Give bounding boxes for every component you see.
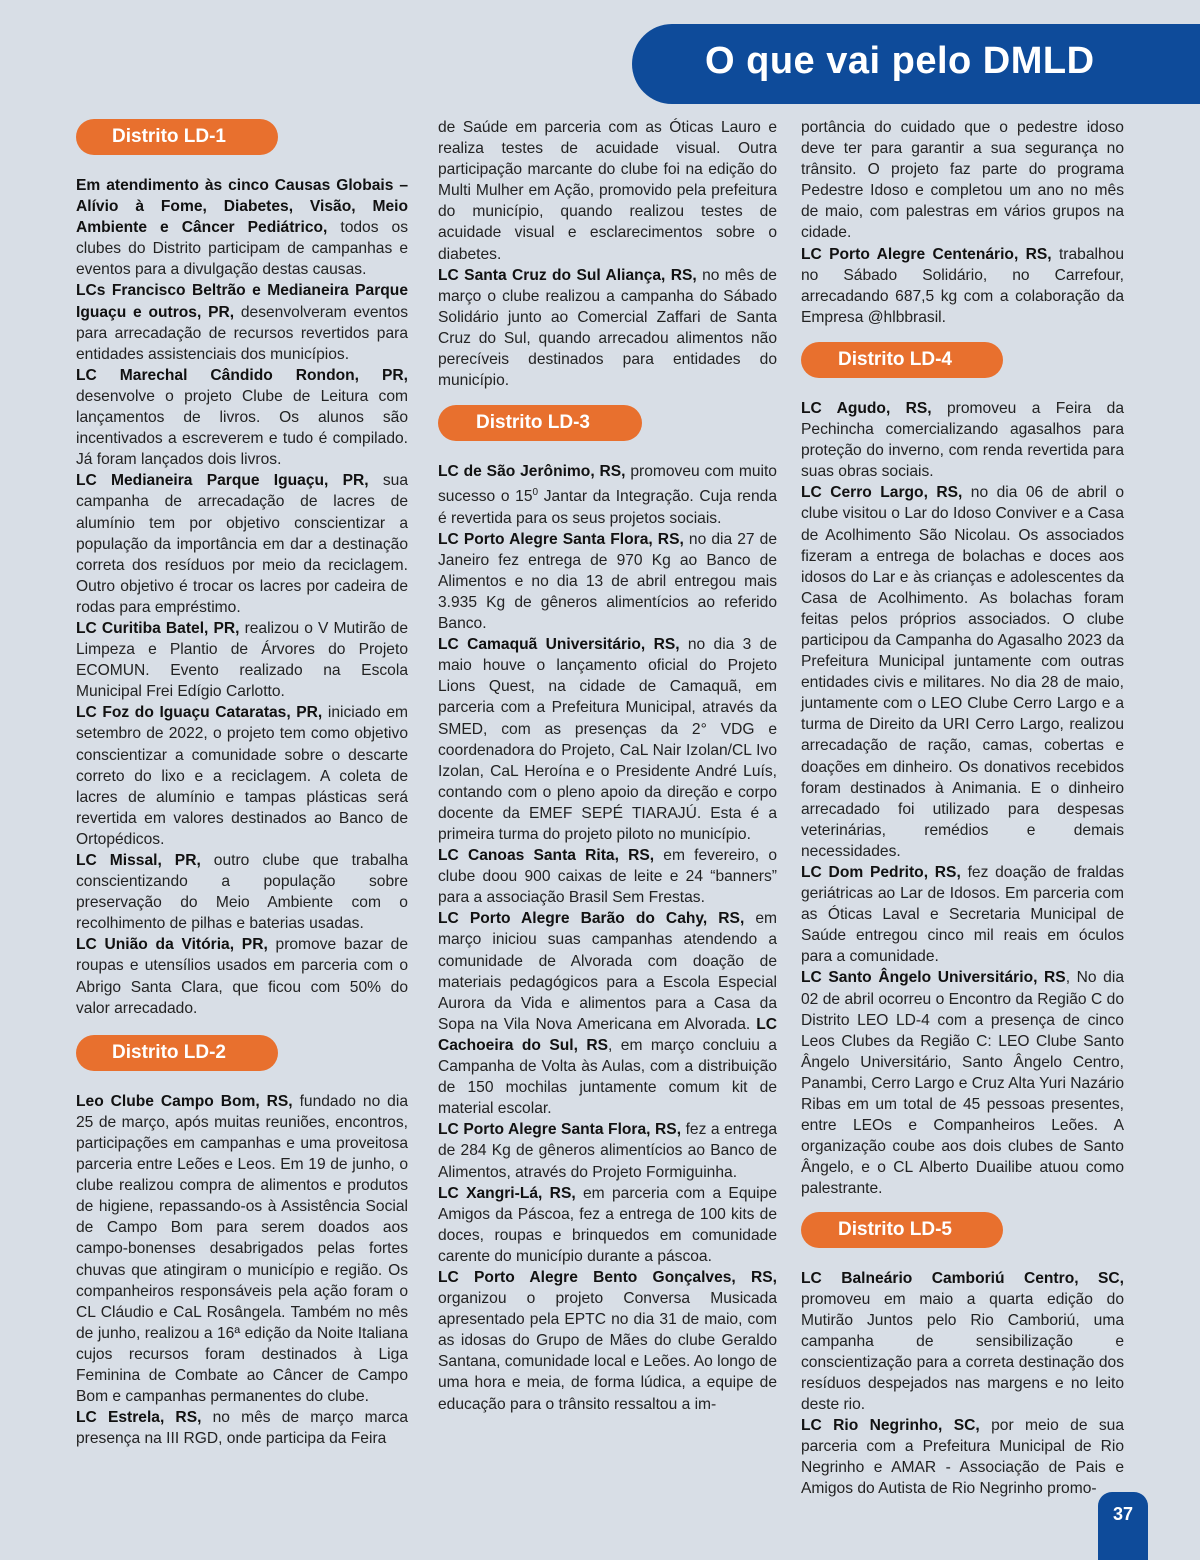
paragraph-text: outro clube que trabalha conscientizando a população sobre preservação do Meio Ambiente com o recolhimento de pilhas e baterias usadas.: [76, 852, 408, 933]
paragraph: [76, 280, 408, 364]
club-name: LC Porto Alegre Santa Flora, RS,: [438, 530, 684, 548]
paragraph: [76, 1407, 408, 1449]
club-name: LC Santa Cruz do Sul Aliança, RS,: [438, 266, 697, 284]
paragraph-text: promoveu em maio a quarta edição do Mutirão Juntos pelo Rio Camboriú, uma campanha de sensibilização e conscientização para a correta destinação dos resíduos despejados nas margens e no leito deste rio.: [801, 1290, 1124, 1414]
paragraph: [76, 618, 408, 702]
paragraph-text: por meio de sua parceria com a Prefeitura Municipal de Rio Negrinho e AMAR - Associação de Pais e Amigos do Autista de Rio Negrinho promo-: [801, 1417, 1125, 1498]
paragraph-text: no dia 27 de Janeiro fez entrega de 970 Kg ao Banco de Alimentos e no dia 13 de abril entregou mais 3.935 Kg de gêneros alimentícios ao referido Banco.: [438, 530, 778, 633]
paragraph: [438, 117, 777, 265]
paragraph-text: no mês de março o clube realizou a campanha do Sábado Solidário junto ao Comercial Zaffari de Santa Cruz do Sul, quando arrecadou alimentos não perecíveis destinados para entidades do município.: [438, 266, 777, 390]
paragraph-text: promoveu com muito sucesso o 15: [438, 463, 777, 506]
paragraph: [438, 1119, 777, 1182]
paragraph: [801, 398, 1124, 482]
district-ld3-heading: Distrito LD-3: [438, 405, 642, 441]
club-name: LC Foz do Iguaçu Cataratas, PR,: [76, 704, 323, 722]
page-title: O que vai pelo DMLD: [705, 40, 1095, 82]
district-ld1-heading: Distrito LD-1: [76, 119, 278, 155]
club-name: Leo Clube Campo Bom, RS,: [76, 1092, 293, 1110]
paragraph: [438, 845, 777, 908]
paragraph: [76, 1091, 408, 1407]
paragraph-text: desenvolve o projeto Clube de Leitura com lançamentos de livros. Os alunos são incentivados a escreverem e tudo é compilado. Já foram lançados dois livros.: [76, 387, 408, 469]
club-name: LC Estrela, RS,: [76, 1409, 202, 1427]
club-name: LC União da Vitória, PR,: [76, 936, 268, 954]
paragraph: [76, 365, 408, 470]
paragraph-text: portância do cuidado que o pedestre idoso deve ter para garantir a sua segurança no trânsito. O projeto faz parte do programa Pedestre Idoso e completou um ano no mês de maio, com palestras em vários grupos na cidade.: [801, 119, 1124, 242]
paragraph: [76, 850, 408, 934]
district-ld4-heading: Distrito LD-4: [801, 342, 1003, 378]
club-name: LC Marechal Cândido Rondon, PR,: [76, 366, 408, 384]
paragraph: [76, 175, 408, 280]
paragraph: [438, 1267, 777, 1415]
paragraph: [438, 265, 777, 392]
paragraph-text: organizou o projeto Conversa Musicada apresentado pela EPTC no dia 31 de maio, com as idosas do Grupo de Mães do clube Geraldo Santana, comunidade local e Leões. Ao longo de uma hora e meia, de forma lúdica, a equipe de educação para o trânsito ressaltou a im-: [438, 1290, 777, 1413]
paragraph-text: todos os clubes do Distrito participam de campanhas e eventos para a divulgação destas causas.: [76, 219, 408, 279]
club-name: LC Cerro Largo, RS,: [801, 484, 963, 502]
paragraph: [801, 1415, 1124, 1499]
paragraph-text: promoveu a Feira da Pechincha comercializando agasalhos para proteção do inverno, com renda revertida para suas obras sociais.: [801, 399, 1125, 481]
club-name: LC Cachoeira do Sul, RS: [438, 1015, 777, 1054]
paragraph: [801, 482, 1124, 862]
club-name: LC Medianeira Parque Iguaçu, PR,: [76, 472, 369, 490]
paragraph: [438, 634, 777, 845]
paragraph-text: realizou o V Mutirão de Limpeza e Plantio de Árvores do Projeto ECOMUN. Evento realizado na Escola Municipal Frei Edígio Carlotto.: [76, 619, 409, 701]
paragraph: [76, 702, 408, 850]
paragraph-text: Jantar da Integração. Cuja renda é revertida para os seus projetos sociais.: [438, 488, 778, 527]
club-name: LC Porto Alegre Bento Gonçalves, RS,: [438, 1268, 777, 1286]
club-name: LCs Francisco Beltrão e Medianeira Parque Iguaçu e outros, PR,: [76, 282, 408, 321]
club-name: LC Curitiba Batel, PR,: [76, 619, 240, 637]
club-name: LC de São Jerônimo, RS,: [438, 463, 626, 481]
club-name: Em atendimento às cinco Causas Globais – Alívio à Fome, Diabetes, Visão, Meio Ambiente e Câncer Pediátrico,: [76, 177, 408, 237]
paragraph-text: sua campanha de arrecadação de lacres de alumínio tem por objetivo conscientizar a população da importância em dar a destinação correta dos resíduos por meio da reciclagem. Outro objetivo é trocar os lacres por cadeira de rodas para empréstimo.: [76, 472, 408, 616]
paragraph-text: fundado no dia 25 de março, após muitas reuniões, encontros, participações em campanhas e uma proveitosa parceria entre Leões e Leos. Em 19 de junho, o clube realizou compra de alimentos e produtos de higiene, repassando-os à Assistência Social de Campo Bom para serem doados aos campo-bonenses desabrigados pelas fortes chuvas que atingiram o município e região. Os companheiros responsáveis pela ação foram o CL Cláudio e CaL Rosângela. Também no mês de junho, realizou a 16ª edição da Noite Italiana cujos recursos foram destinados à Liga Feminina de Combate ao Câncer de Campo Bom e campanhas permanentes do clube.: [76, 1092, 408, 1406]
paragraph-text: fez doação de fraldas geriátricas ao Lar de Idosos. Em parceria com as Óticas Laval e Secretaria Municipal de Saúde entregou cinco mil reais em óculos para a comunidade.: [801, 864, 1124, 966]
paragraph-text: no mês de março marca presença na III RGD, onde participa da Feira: [76, 1409, 408, 1448]
paragraph: [801, 862, 1124, 967]
paragraph-text: , No dia 02 de abril ocorreu o Encontro da Região C do Distrito LEO LD-4 com a presença de cinco Leos Clubes da Região C: LEO Clube Santo Ângelo Universitário, Santo Ângelo Centro, Panambi, Cerro Largo e Cruz Alta Yuri Nazário Ribas em um total de 45 pessoas presentes, entre LEOs e Companheiros Leões. A organização coube aos dois clubes de Santo Ângelo, e o CL Alberto Duailibe atuou como palestrante.: [801, 969, 1125, 1198]
page-number-tab: [1098, 1492, 1148, 1560]
club-name: LC Agudo, RS,: [801, 399, 932, 417]
club-name: LC Porto Alegre Barão do Cahy, RS,: [438, 910, 745, 928]
club-name: LC Rio Negrinho, SC,: [801, 1417, 980, 1435]
paragraph: [438, 529, 777, 634]
column-1: [76, 117, 408, 1449]
paragraph-text: iniciado em setembro de 2022, o projeto tem como objetivo conscientizar a comunidade sobre o descarte correto do lixo e a reciclagem. A coleta de lacres de alumínio e tampas plásticas será revertida em valores destinados ao Banco de Ortopédicos.: [76, 704, 408, 848]
paragraph-text: fez a entrega de 284 Kg de gêneros alimentícios ao Banco de Alimentos, através do Projeto Formiguinha.: [438, 1121, 777, 1181]
district-ld2-heading: Distrito LD-2: [76, 1035, 278, 1071]
paragraph: [801, 967, 1124, 1199]
paragraph-text: em fevereiro, o clube doou 900 caixas de leite e 24 “banners” para a associação Brasil Sem Frestas.: [438, 847, 777, 907]
club-name: LC Canoas Santa Rita, RS,: [438, 847, 655, 865]
paragraph-text: trabalhou no Sábado Solidário, no Carrefour, arrecadando 687,5 kg com a colaboração da Empresa @hlbbrasil.: [801, 245, 1124, 326]
paragraph: [76, 934, 408, 1018]
paragraph: [438, 1183, 777, 1267]
paragraph-text: de Saúde em parceria com as Óticas Lauro e realiza testes de acuidade visual. Outra participação marcante do clube foi na edição do Multi Mulher em Ação, promovido pela prefeitura do município, quando realizou testes de acuidade visual e esclarecimentos sobre o diabetes.: [438, 119, 777, 263]
paragraph-text: , em março concluiu a Campanha de Volta às Aulas, com a distribuição de 150 mochilas juntamente comum kit de material escolar.: [438, 1036, 777, 1118]
paragraph: [801, 117, 1124, 244]
paragraph-text: em março iniciou suas campanhas atendendo a comunidade de Alvorada com doação de materiais pedagógicos para a Escola Especial Aurora da Vida e alimentos para a Casa da Sopa na Vila Nova Americana em Alvorada.: [438, 910, 778, 1033]
club-name: LC Porto Alegre Santa Flora, RS,: [438, 1121, 682, 1139]
paragraph-text: em parceria com a Equipe Amigos da Páscoa, fez a entrega de 100 kits de doces, roupas e brinquedos em comunidade carente do município durante a páscoa.: [438, 1184, 777, 1265]
page-number: 37: [1112, 1504, 1134, 1524]
paragraph-text: promove bazar de roupas e utensílios usados em parceria com o Abrigo Santa Clara, que ficou com 50% do valor arrecadado.: [76, 936, 409, 1017]
paragraph: [76, 470, 408, 618]
paragraph: [801, 244, 1124, 328]
paragraph-text: no dia 06 de abril o clube visitou o Lar do Idoso Conviver e a Casa de Acolhimento São Nicolau. Os associados fizeram a entrega de bolachas e doces aos idosos do Lar e às crianças e adolescentes da Casa de Acolhimento. As bolachas foram feitas pelos próprios associados. O clube participou da Campanha do Agasalho 2023 da Prefeitura Municipal juntamente com outras entidades civis e militares. No dia 28 de maio, juntamente com o LEO Clube Cerro Largo e a turma de Direito da URI Cerro Largo, realizou arrecadação de ração, camas, cobertas e doações em dinheiro. Os donativos recebidos foram destinados à Animania. E o dinheiro arrecadado foi utilizado para despesas veterinárias, remédios e demais necessidades.: [801, 484, 1124, 860]
district-ld5-heading: Distrito LD-5: [801, 1212, 1003, 1248]
paragraph: [438, 461, 777, 528]
column-3: [801, 117, 1124, 1500]
column-2: [438, 117, 777, 1415]
superscript: 0: [532, 487, 539, 499]
paragraph: [438, 908, 777, 1119]
paragraph-text: desenvolveram eventos para arrecadação de recursos revertidos para entidades assistenciais dos municípios.: [76, 303, 409, 363]
club-name: LC Porto Alegre Centenário, RS,: [801, 245, 1052, 263]
club-name: LC Xangri-Lá, RS,: [438, 1184, 576, 1202]
club-name: LC Santo Ângelo Universitário, RS: [801, 969, 1066, 987]
club-name: LC Missal, PR,: [76, 852, 201, 869]
paragraph: [801, 1268, 1124, 1416]
paragraph-text: no dia 3 de maio houve o lançamento oficial do Projeto Lions Quest, na cidade de Camaquã, em parceria com a Prefeitura Municipal, através da SMED, com as presenças da 2° VDG e coordenadora do Projeto, CaL Nair Izolan/CL Ivo Izolan, CaL Heroína e o Presidente André Luís, contando com o pleno apoio da direção e corpo docente da EMEF SEPÉ TIARAJÚ. Esta é a primeira turma do projeto piloto no município.: [438, 636, 777, 843]
club-name: LC Dom Pedrito, RS,: [801, 864, 961, 881]
club-name: LC Camaquã Universitário, RS,: [438, 636, 680, 654]
club-name: LC Balneário Camboriú Centro, SC,: [801, 1269, 1124, 1287]
